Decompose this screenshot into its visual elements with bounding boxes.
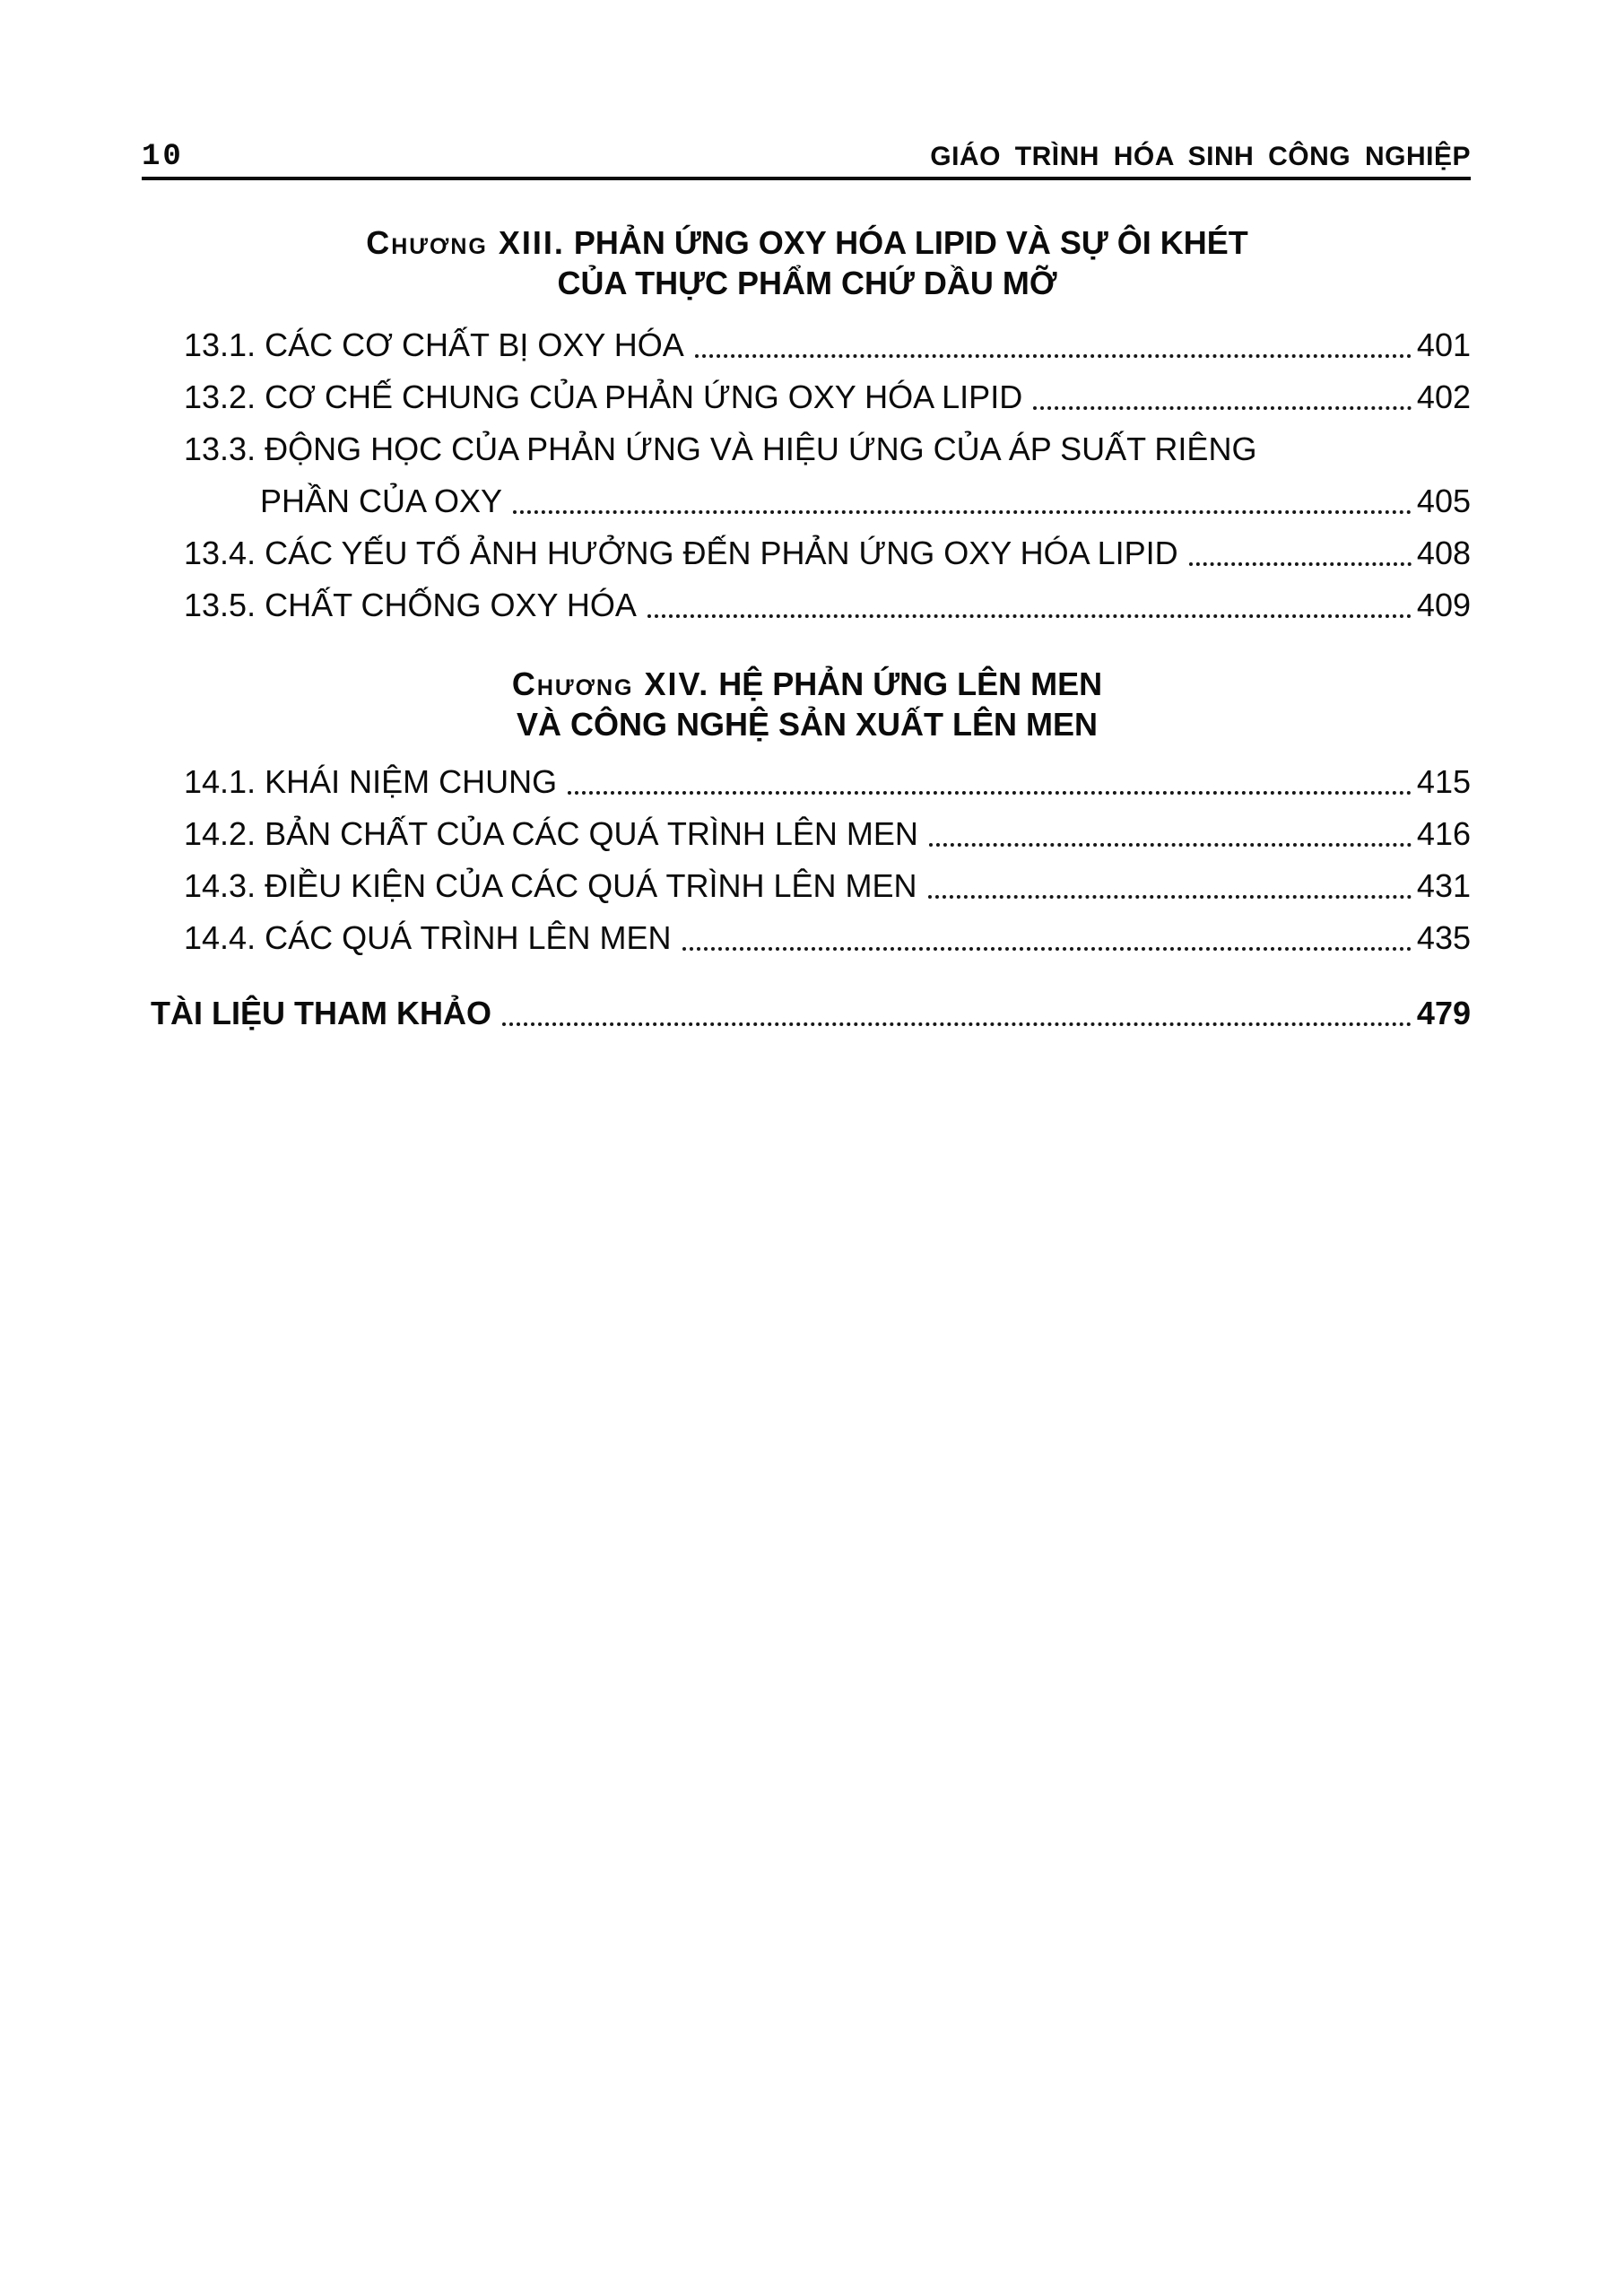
toc-entry-14-1 <box>184 756 1471 808</box>
toc-entry-text <box>184 423 1471 475</box>
dot-leader <box>1189 562 1412 566</box>
toc-entry-text <box>184 319 684 371</box>
toc-entry-text <box>184 756 557 808</box>
entry-number: 14.2. <box>184 815 256 852</box>
running-title: GIÁO TRÌNH HÓA SINH CÔNG NGHIỆP <box>930 142 1471 171</box>
toc-entry-references <box>151 987 1471 1039</box>
dot-leader <box>929 843 1412 847</box>
entry-page-number: 435 <box>1416 919 1471 956</box>
toc-entry-text <box>184 579 637 631</box>
entry-title: CÁC CƠ CHẤT BỊ OXY HÓA <box>265 326 684 363</box>
page-number: 10 <box>142 140 184 174</box>
entry-title: ĐỘNG HỌC CỦA PHẢN ỨNG VÀ HIỆU ỨNG CỦA ÁP SUẤT RIÊNG <box>265 430 1257 467</box>
dot-leader <box>647 614 1412 618</box>
toc-entry-14-3 <box>184 860 1471 912</box>
chapter-13-heading-line1 <box>143 222 1471 263</box>
entry-page-number: 405 <box>1416 483 1471 519</box>
dot-leader <box>502 1022 1412 1026</box>
toc-entry-13-1 <box>184 319 1471 371</box>
references-section <box>143 987 1471 1039</box>
entry-page-number: 415 <box>1416 763 1471 800</box>
dot-leader <box>682 947 1412 951</box>
chapter-14-title-line2: VÀ CÔNG NGHỆ SẢN XUẤT LÊN MEN <box>516 706 1099 743</box>
toc-entry-text <box>184 912 672 964</box>
toc-entry-14-2 <box>184 808 1471 860</box>
page-header <box>142 140 1471 180</box>
chapter-13-entries <box>143 319 1471 631</box>
dot-leader <box>928 895 1412 899</box>
entry-page-number: 479 <box>1416 995 1471 1031</box>
entry-page-number: 431 <box>1416 867 1471 904</box>
entry-title: CƠ CHẾ CHUNG CỦA PHẢN ỨNG OXY HÓA LIPID <box>265 378 1023 415</box>
toc-entry-text <box>184 371 1022 423</box>
entry-page-number: 401 <box>1416 326 1471 363</box>
entry-title: CÁC QUÁ TRÌNH LÊN MEN <box>265 919 672 956</box>
toc-entry-text <box>184 527 1178 579</box>
entry-title: KHÁI NIỆM CHUNG <box>265 763 558 800</box>
entry-page-number: 416 <box>1416 815 1471 852</box>
dot-leader <box>513 510 1412 514</box>
entry-title: CÁC YẾU TỐ ẢNH HƯỞNG ĐẾN PHẢN ỨNG OXY HÓA LIPID <box>265 535 1178 571</box>
chapter-14-title-line1: HỆ PHẢN ỨNG LÊN MEN <box>718 665 1103 702</box>
dot-leader <box>568 791 1412 795</box>
entry-number: 13.1. <box>184 326 256 363</box>
chapter-13-title-line1: PHẢN ỨNG OXY HÓA LIPID VÀ SỰ ÔI KHÉT <box>573 224 1248 261</box>
toc-entry-14-4 <box>184 912 1471 964</box>
references-title: TÀI LIỆU THAM KHẢO <box>151 995 491 1031</box>
toc-entry-13-3-continuation <box>184 475 1471 527</box>
toc-entry-13-4 <box>184 527 1471 579</box>
entry-page-number: 402 <box>1416 378 1471 415</box>
entry-title: CHẤT CHỐNG OXY HÓA <box>265 587 637 623</box>
chapter-13-title-line2: CỦA THỰC PHẨM CHỨ DẦU MỠ <box>557 265 1057 301</box>
chapter-14-heading-line1 <box>143 664 1471 704</box>
entry-number: 13.3. <box>184 430 256 467</box>
entry-number: 13.5. <box>184 587 256 623</box>
toc-entry-13-5 <box>184 579 1471 631</box>
chapter-14-entries <box>143 756 1471 964</box>
entry-page-number: 409 <box>1416 587 1471 623</box>
toc-entry-text <box>184 808 918 860</box>
chapter-13-heading <box>143 222 1471 303</box>
entry-title: BẢN CHẤT CỦA CÁC QUÁ TRÌNH LÊN MEN <box>265 815 918 852</box>
dot-leader <box>1033 406 1412 410</box>
chapter-14-label: Chương XIV. <box>511 665 710 702</box>
entry-number: 14.1. <box>184 763 256 800</box>
chapter-13-label: Chương XIII. <box>366 224 565 261</box>
chapter-14-heading <box>143 664 1471 744</box>
entry-number: 14.3. <box>184 867 256 904</box>
entry-title-continuation: PHẦN CỦA OXY <box>260 483 503 519</box>
entry-page-number: 408 <box>1416 535 1471 571</box>
dot-leader <box>695 354 1412 358</box>
toc-entry-13-2 <box>184 371 1471 423</box>
toc-entry-text <box>184 860 917 912</box>
entry-number: 13.2. <box>184 378 256 415</box>
toc-entry-13-3 <box>184 423 1471 527</box>
entry-title: ĐIỀU KIỆN CỦA CÁC QUÁ TRÌNH LÊN MEN <box>265 867 917 904</box>
table-of-contents <box>143 188 1471 1039</box>
entry-number: 14.4. <box>184 919 256 956</box>
entry-number: 13.4. <box>184 535 256 571</box>
